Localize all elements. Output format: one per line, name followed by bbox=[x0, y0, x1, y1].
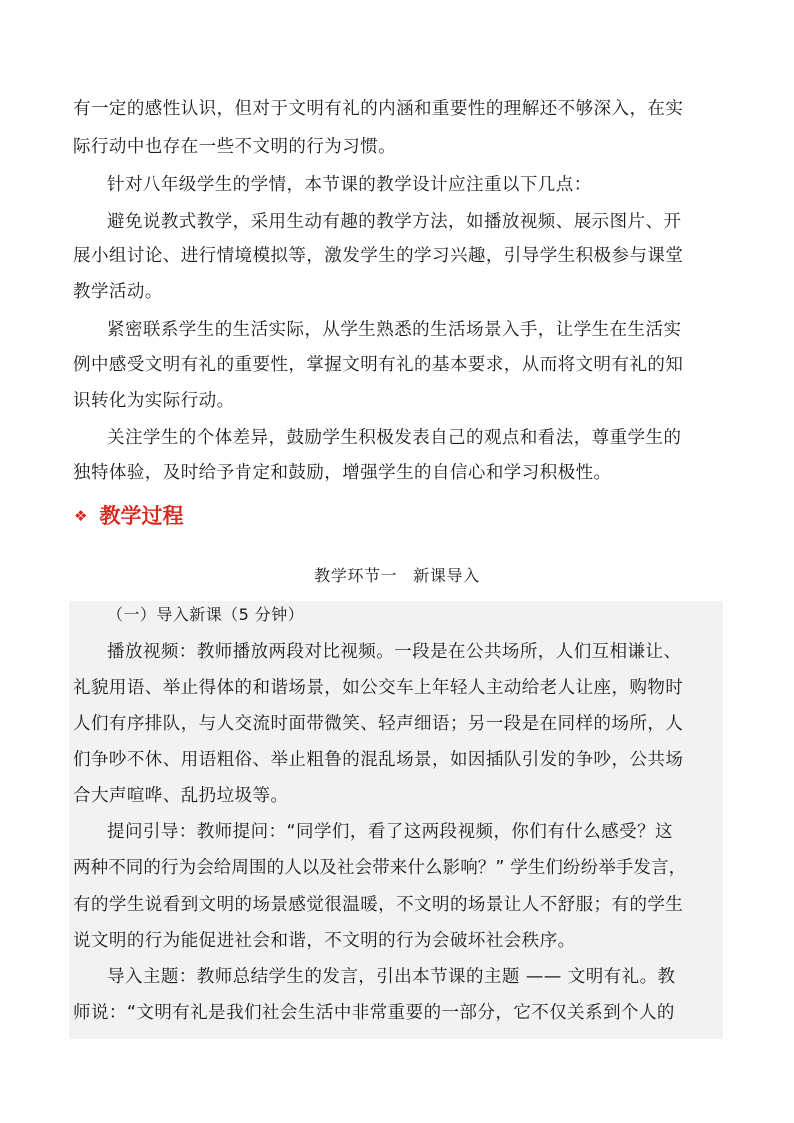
lesson-intro: （一）导入新课（5 分钟） bbox=[107, 605, 305, 624]
paragraph-line: 导入主题：教师总结学生的发言，引出本节课的主题 —— 文明有礼。教 bbox=[107, 967, 676, 987]
segment-label: 教学环节一 bbox=[314, 566, 398, 585]
paragraph-line: 礼貌用语、举止得体的和谐场景，如公交车上年轻人主动给老人让座，购物时 bbox=[73, 678, 684, 698]
paragraph-line: 教学活动。 bbox=[73, 282, 163, 302]
paragraph-line: 合大声喧哗、乱扔垃圾等。 bbox=[73, 786, 289, 806]
paragraph-line: 有一定的感性认识，但对于文明有礼的内涵和重要性的理解还不够深入，在实 bbox=[73, 99, 684, 119]
paragraph-line: 独特体验，及时给予肯定和鼓励，增强学生的自信心和学习积极性。 bbox=[73, 463, 612, 483]
paragraph-line: 提问引导：教师提问：“同学们，看了这两段视频，你们有什么感受？这 bbox=[107, 822, 673, 842]
paragraph-line: 针对八年级学生的学情，本节课的教学设计应注重以下几点： bbox=[107, 175, 592, 195]
section-title: 教学过程 bbox=[99, 504, 184, 528]
paragraph-line: 际行动中也存在一些不文明的行为习惯。 bbox=[73, 137, 397, 157]
paragraph-line: 两种不同的行为会给周围的人以及社会带来什么影响？” 学生们纷纷举手发言， bbox=[73, 858, 687, 878]
paragraph-line: 人们有序排队，与人交流时面带微笑、轻声细语；另一段是在同样的场所，人 bbox=[73, 714, 684, 734]
paragraph-line: 们争吵不休、用语粗俗、举止粗鲁的混乱场景，如因插队引发的争吵，公共场 bbox=[73, 750, 684, 770]
paragraph-line: 展小组讨论、进行情境模拟等，激发学生的学习兴趣，引导学生积极参与课堂 bbox=[73, 246, 684, 266]
paragraph-line: 例中感受文明有礼的重要性，掌握文明有礼的基本要求，从而将文明有礼的知 bbox=[73, 355, 684, 375]
paragraph-line: 师说：“文明有礼是我们社会生活中非常重要的一部分，它不仅关系到个人的 bbox=[73, 1003, 675, 1023]
paragraph-line: 有的学生说看到文明的场景感觉很温暖，不文明的场景让人不舒服；有的学生 bbox=[73, 895, 684, 915]
paragraph-line: 紧密联系学生的生活实际，从学生熟悉的生活场景入手，让学生在生活实 bbox=[107, 320, 682, 340]
segment-heading bbox=[0, 566, 794, 586]
paragraph-line: 说文明的行为能促进社会和谐，不文明的行为会破坏社会秩序。 bbox=[73, 931, 576, 951]
segment-title: 新课导入 bbox=[413, 566, 480, 585]
paragraph-line: 关注学生的个体差异，鼓励学生积极发表自己的观点和看法，尊重学生的 bbox=[107, 428, 682, 448]
diamond-bullet-icon: ❖ bbox=[74, 507, 88, 525]
section-heading bbox=[74, 503, 183, 529]
paragraph-line: 避免说教式教学，采用生动有趣的教学方法，如播放视频、展示图片、开 bbox=[107, 212, 682, 232]
paragraph-line: 识转化为实际行动。 bbox=[73, 391, 235, 411]
paragraph-line: 播放视频：教师播放两段对比视频。一段是在公共场所，人们互相谦让、 bbox=[107, 642, 682, 662]
